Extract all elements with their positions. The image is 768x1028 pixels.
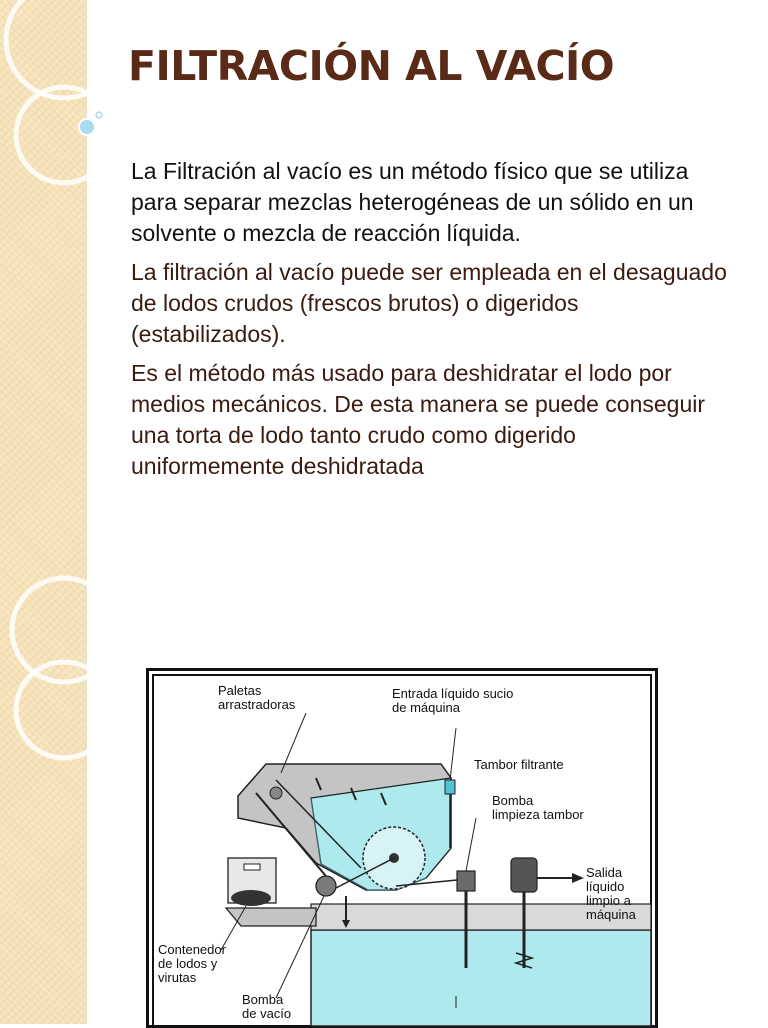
vacuum-filter-diagram [146, 668, 658, 1028]
slide-title: FILTRACIÓN AL VACÍO [128, 42, 615, 90]
drum-cleaning-pump [457, 871, 475, 891]
paragraph-definition: La Filtración al vacío es un método físico que se utiliza para separar mezclas heterogéneas de un sólido en un solvente o mezcla de reacción líquida. [131, 158, 694, 246]
label-contenedor-1: Contenedor [158, 942, 226, 957]
label-salida-3: limpio a [586, 893, 631, 908]
label-entrada-2: de máquina [392, 700, 460, 715]
label-paletas-1: Paletas [218, 683, 262, 698]
label-bomba-vacio-1: Bomba [242, 992, 284, 1007]
label-tambor: Tambor filtrante [474, 757, 564, 772]
label-bomba-vacio-2: de vacío [242, 1006, 292, 1021]
paragraph-application: La filtración al vacío puede ser empleada en el desaguado de lodos crudos (frescos brutos) o digeridos (estabilizados). [131, 259, 727, 347]
paragraph-method: Es el método más usado para deshidratar el lodo por medios mecánicos. De esta manera se puede conseguir una torta de lodo tanto crudo como digerido uniformemente deshidratada [131, 360, 706, 479]
body-text [131, 156, 731, 490]
label-salida-4: máquina [586, 907, 636, 922]
label-bomba-limpieza-1: Bomba [492, 793, 534, 808]
vacuum-pump [316, 876, 336, 896]
label-salida-1: Salida [586, 865, 623, 880]
label-contenedor-2: de lodos y [158, 956, 218, 971]
decorative-circles [0, 0, 130, 780]
sludge-pile [231, 890, 271, 906]
clean-liquid-tank [311, 930, 651, 1026]
discharge-pump [511, 858, 537, 892]
label-bomba-limpieza-2: limpieza tambor [492, 807, 584, 822]
label-paletas-2: arrastradoras [218, 697, 296, 712]
label-contenedor-3: virutas [158, 970, 197, 985]
label-salida-2: líquido [586, 879, 625, 894]
label-entrada-1: Entrada líquido sucio [392, 686, 514, 701]
